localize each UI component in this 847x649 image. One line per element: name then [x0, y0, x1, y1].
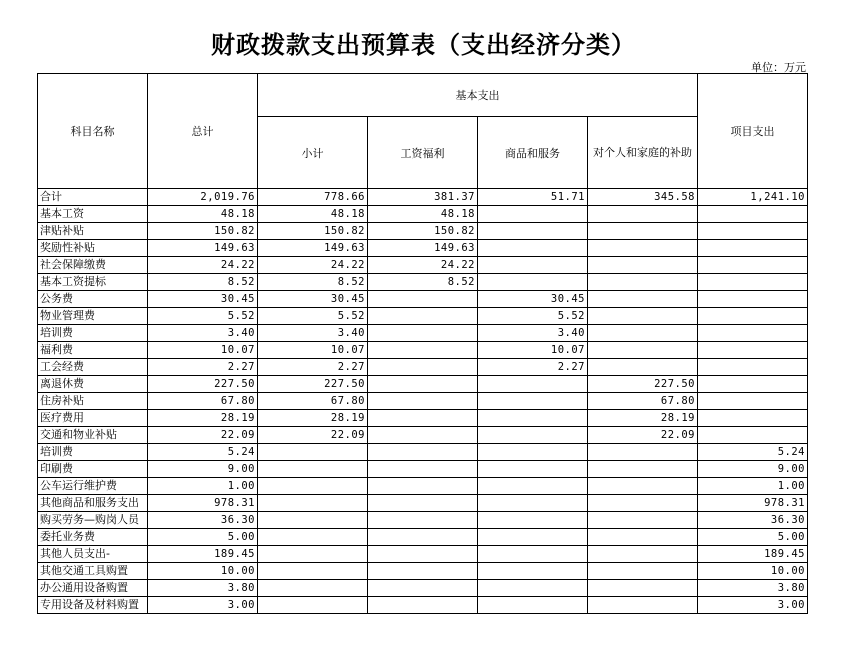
row-project-cell: 9.00: [698, 461, 808, 478]
row-project-cell: [698, 342, 808, 359]
row-goods-cell: [478, 512, 588, 529]
row-total-cell: 5.24: [148, 444, 258, 461]
row-wage-cell: [368, 291, 478, 308]
row-name-cell: 公车运行维护费: [38, 478, 148, 495]
table-row: [38, 563, 808, 580]
header-project: 项目支出: [698, 74, 808, 189]
row-name-cell: 医疗费用: [38, 410, 148, 427]
row-project-cell: [698, 325, 808, 342]
row-name-cell: 基本工资提标: [38, 274, 148, 291]
row-wage-cell: [368, 427, 478, 444]
header-goods: 商品和服务: [478, 117, 588, 189]
row-subtotal-cell: [258, 512, 368, 529]
table-row: [38, 206, 808, 223]
row-project-cell: [698, 410, 808, 427]
row-total-cell: 30.45: [148, 291, 258, 308]
row-name-cell: 印刷费: [38, 461, 148, 478]
row-total-cell: 227.50: [148, 376, 258, 393]
row-personal-cell: [588, 461, 698, 478]
row-total-cell: 978.31: [148, 495, 258, 512]
row-personal-cell: [588, 274, 698, 291]
row-project-cell: [698, 376, 808, 393]
table-row: [38, 427, 808, 444]
table-row: [38, 325, 808, 342]
row-project-cell: [698, 257, 808, 274]
header-subject: 科目名称: [38, 74, 148, 189]
row-subtotal-cell: 2.27: [258, 359, 368, 376]
row-subtotal-cell: 227.50: [258, 376, 368, 393]
row-project-cell: 978.31: [698, 495, 808, 512]
row-total-cell: 150.82: [148, 223, 258, 240]
row-name-cell: 合计: [38, 189, 148, 206]
row-personal-cell: [588, 359, 698, 376]
row-project-cell: [698, 393, 808, 410]
row-name-cell: 社会保障缴费: [38, 257, 148, 274]
row-name-cell: 委托业务费: [38, 529, 148, 546]
table-row: [38, 512, 808, 529]
row-total-cell: 10.00: [148, 563, 258, 580]
table-row: [38, 410, 808, 427]
row-total-cell: 5.52: [148, 308, 258, 325]
row-goods-cell: [478, 376, 588, 393]
row-subtotal-cell: 8.52: [258, 274, 368, 291]
row-name-cell: 其他人员支出-: [38, 546, 148, 563]
row-project-cell: [698, 308, 808, 325]
row-name-cell: 办公通用设备购置: [38, 580, 148, 597]
row-subtotal-cell: [258, 563, 368, 580]
row-personal-cell: [588, 325, 698, 342]
row-goods-cell: [478, 529, 588, 546]
row-wage-cell: 24.22: [368, 257, 478, 274]
row-total-cell: 9.00: [148, 461, 258, 478]
row-wage-cell: [368, 461, 478, 478]
row-project-cell: 5.00: [698, 529, 808, 546]
header-personal: 对个人和家庭的补助: [588, 117, 698, 189]
row-personal-cell: [588, 223, 698, 240]
row-subtotal-cell: 48.18: [258, 206, 368, 223]
row-wage-cell: [368, 495, 478, 512]
row-total-cell: 22.09: [148, 427, 258, 444]
row-wage-cell: 48.18: [368, 206, 478, 223]
row-wage-cell: [368, 308, 478, 325]
table-row: [38, 444, 808, 461]
row-wage-cell: [368, 410, 478, 427]
row-personal-cell: [588, 206, 698, 223]
table-row: [38, 240, 808, 257]
row-project-cell: [698, 223, 808, 240]
row-goods-cell: [478, 461, 588, 478]
row-project-cell: [698, 291, 808, 308]
row-personal-cell: [588, 291, 698, 308]
row-personal-cell: [588, 240, 698, 257]
row-personal-cell: 345.58: [588, 189, 698, 206]
row-name-cell: 公务费: [38, 291, 148, 308]
row-personal-cell: [588, 512, 698, 529]
row-subtotal-cell: [258, 529, 368, 546]
row-subtotal-cell: 10.07: [258, 342, 368, 359]
row-total-cell: 3.80: [148, 580, 258, 597]
row-project-cell: [698, 240, 808, 257]
row-goods-cell: [478, 478, 588, 495]
row-subtotal-cell: [258, 495, 368, 512]
row-name-cell: 其他商品和服务支出: [38, 495, 148, 512]
row-subtotal-cell: 67.80: [258, 393, 368, 410]
row-project-cell: 1.00: [698, 478, 808, 495]
row-goods-cell: [478, 240, 588, 257]
row-personal-cell: 28.19: [588, 410, 698, 427]
row-goods-cell: [478, 546, 588, 563]
row-goods-cell: [478, 274, 588, 291]
row-project-cell: [698, 206, 808, 223]
row-goods-cell: [478, 597, 588, 614]
row-total-cell: 3.00: [148, 597, 258, 614]
row-subtotal-cell: 150.82: [258, 223, 368, 240]
header-total: 总计: [148, 74, 258, 189]
row-personal-cell: [588, 444, 698, 461]
row-project-cell: 10.00: [698, 563, 808, 580]
row-goods-cell: [478, 580, 588, 597]
row-name-cell: 离退休费: [38, 376, 148, 393]
table-row: [38, 597, 808, 614]
row-wage-cell: [368, 597, 478, 614]
row-subtotal-cell: [258, 461, 368, 478]
row-wage-cell: [368, 376, 478, 393]
row-wage-cell: [368, 444, 478, 461]
row-name-cell: 基本工资: [38, 206, 148, 223]
row-wage-cell: [368, 393, 478, 410]
row-goods-cell: [478, 410, 588, 427]
row-personal-cell: [588, 597, 698, 614]
row-wage-cell: [368, 512, 478, 529]
row-wage-cell: 8.52: [368, 274, 478, 291]
table-row: [38, 291, 808, 308]
table-row: [38, 495, 808, 512]
row-wage-cell: [368, 359, 478, 376]
row-subtotal-cell: 3.40: [258, 325, 368, 342]
row-project-cell: 36.30: [698, 512, 808, 529]
row-subtotal-cell: [258, 580, 368, 597]
row-personal-cell: [588, 342, 698, 359]
row-personal-cell: [588, 563, 698, 580]
table-row: [38, 359, 808, 376]
row-wage-cell: 149.63: [368, 240, 478, 257]
row-wage-cell: 150.82: [368, 223, 478, 240]
row-total-cell: 3.40: [148, 325, 258, 342]
row-goods-cell: 51.71: [478, 189, 588, 206]
table-row: [38, 580, 808, 597]
header-subtotal: 小计: [258, 117, 368, 189]
row-personal-cell: [588, 495, 698, 512]
row-goods-cell: 10.07: [478, 342, 588, 359]
row-goods-cell: [478, 563, 588, 580]
row-personal-cell: 22.09: [588, 427, 698, 444]
row-subtotal-cell: 24.22: [258, 257, 368, 274]
row-name-cell: 住房补贴: [38, 393, 148, 410]
row-name-cell: 专用设备及材料购置: [38, 597, 148, 614]
table-row: [38, 274, 808, 291]
row-personal-cell: 227.50: [588, 376, 698, 393]
row-wage-cell: [368, 580, 478, 597]
row-personal-cell: [588, 580, 698, 597]
row-name-cell: 工会经费: [38, 359, 148, 376]
row-goods-cell: [478, 444, 588, 461]
row-project-cell: 189.45: [698, 546, 808, 563]
row-name-cell: 购买劳务—购岗人员: [38, 512, 148, 529]
row-total-cell: 5.00: [148, 529, 258, 546]
row-subtotal-cell: 28.19: [258, 410, 368, 427]
row-subtotal-cell: 5.52: [258, 308, 368, 325]
row-wage-cell: [368, 546, 478, 563]
row-goods-cell: [478, 495, 588, 512]
row-total-cell: 10.07: [148, 342, 258, 359]
row-total-cell: 149.63: [148, 240, 258, 257]
row-total-cell: 1.00: [148, 478, 258, 495]
table-row: [38, 529, 808, 546]
table-row: [38, 308, 808, 325]
row-personal-cell: [588, 478, 698, 495]
budget-table: [37, 73, 808, 614]
row-wage-cell: [368, 478, 478, 495]
row-total-cell: 48.18: [148, 206, 258, 223]
row-subtotal-cell: 30.45: [258, 291, 368, 308]
table-row: [38, 189, 808, 206]
row-goods-cell: [478, 223, 588, 240]
table-row: [38, 393, 808, 410]
row-name-cell: 交通和物业补贴: [38, 427, 148, 444]
page-title: 财政拨款支出预算表（支出经济分类）: [211, 30, 636, 59]
row-total-cell: 2.27: [148, 359, 258, 376]
row-goods-cell: 5.52: [478, 308, 588, 325]
row-wage-cell: 381.37: [368, 189, 478, 206]
row-wage-cell: [368, 529, 478, 546]
row-goods-cell: [478, 206, 588, 223]
row-subtotal-cell: [258, 444, 368, 461]
row-project-cell: 3.80: [698, 580, 808, 597]
table-row: [38, 376, 808, 393]
row-total-cell: 189.45: [148, 546, 258, 563]
table-row: [38, 461, 808, 478]
row-subtotal-cell: [258, 597, 368, 614]
row-goods-cell: [478, 257, 588, 274]
row-name-cell: 培训费: [38, 444, 148, 461]
row-personal-cell: [588, 257, 698, 274]
row-project-cell: 3.00: [698, 597, 808, 614]
table-row: [38, 546, 808, 563]
row-wage-cell: [368, 563, 478, 580]
row-personal-cell: [588, 308, 698, 325]
row-project-cell: [698, 427, 808, 444]
row-name-cell: 津贴补贴: [38, 223, 148, 240]
table-row: [38, 478, 808, 495]
row-name-cell: 奖励性补贴: [38, 240, 148, 257]
row-wage-cell: [368, 342, 478, 359]
row-goods-cell: [478, 393, 588, 410]
table-row: [38, 223, 808, 240]
row-goods-cell: [478, 427, 588, 444]
row-project-cell: [698, 359, 808, 376]
row-name-cell: 福利费: [38, 342, 148, 359]
table-row: [38, 257, 808, 274]
row-name-cell: 培训费: [38, 325, 148, 342]
row-total-cell: 2,019.76: [148, 189, 258, 206]
row-goods-cell: 3.40: [478, 325, 588, 342]
row-personal-cell: 67.80: [588, 393, 698, 410]
row-project-cell: 1,241.10: [698, 189, 808, 206]
row-total-cell: 28.19: [148, 410, 258, 427]
row-subtotal-cell: 778.66: [258, 189, 368, 206]
row-subtotal-cell: 149.63: [258, 240, 368, 257]
unit-label: 单位：万元: [751, 61, 806, 74]
row-subtotal-cell: [258, 478, 368, 495]
header-basic: 基本支出: [258, 74, 698, 117]
row-wage-cell: [368, 325, 478, 342]
row-name-cell: 其他交通工具购置: [38, 563, 148, 580]
row-total-cell: 8.52: [148, 274, 258, 291]
row-project-cell: [698, 274, 808, 291]
header-wage: 工资福利: [368, 117, 478, 189]
row-project-cell: 5.24: [698, 444, 808, 461]
row-personal-cell: [588, 529, 698, 546]
row-total-cell: 67.80: [148, 393, 258, 410]
row-personal-cell: [588, 546, 698, 563]
row-total-cell: 36.30: [148, 512, 258, 529]
row-subtotal-cell: [258, 546, 368, 563]
row-goods-cell: 30.45: [478, 291, 588, 308]
table-row: [38, 342, 808, 359]
row-subtotal-cell: 22.09: [258, 427, 368, 444]
row-goods-cell: 2.27: [478, 359, 588, 376]
row-total-cell: 24.22: [148, 257, 258, 274]
row-name-cell: 物业管理费: [38, 308, 148, 325]
